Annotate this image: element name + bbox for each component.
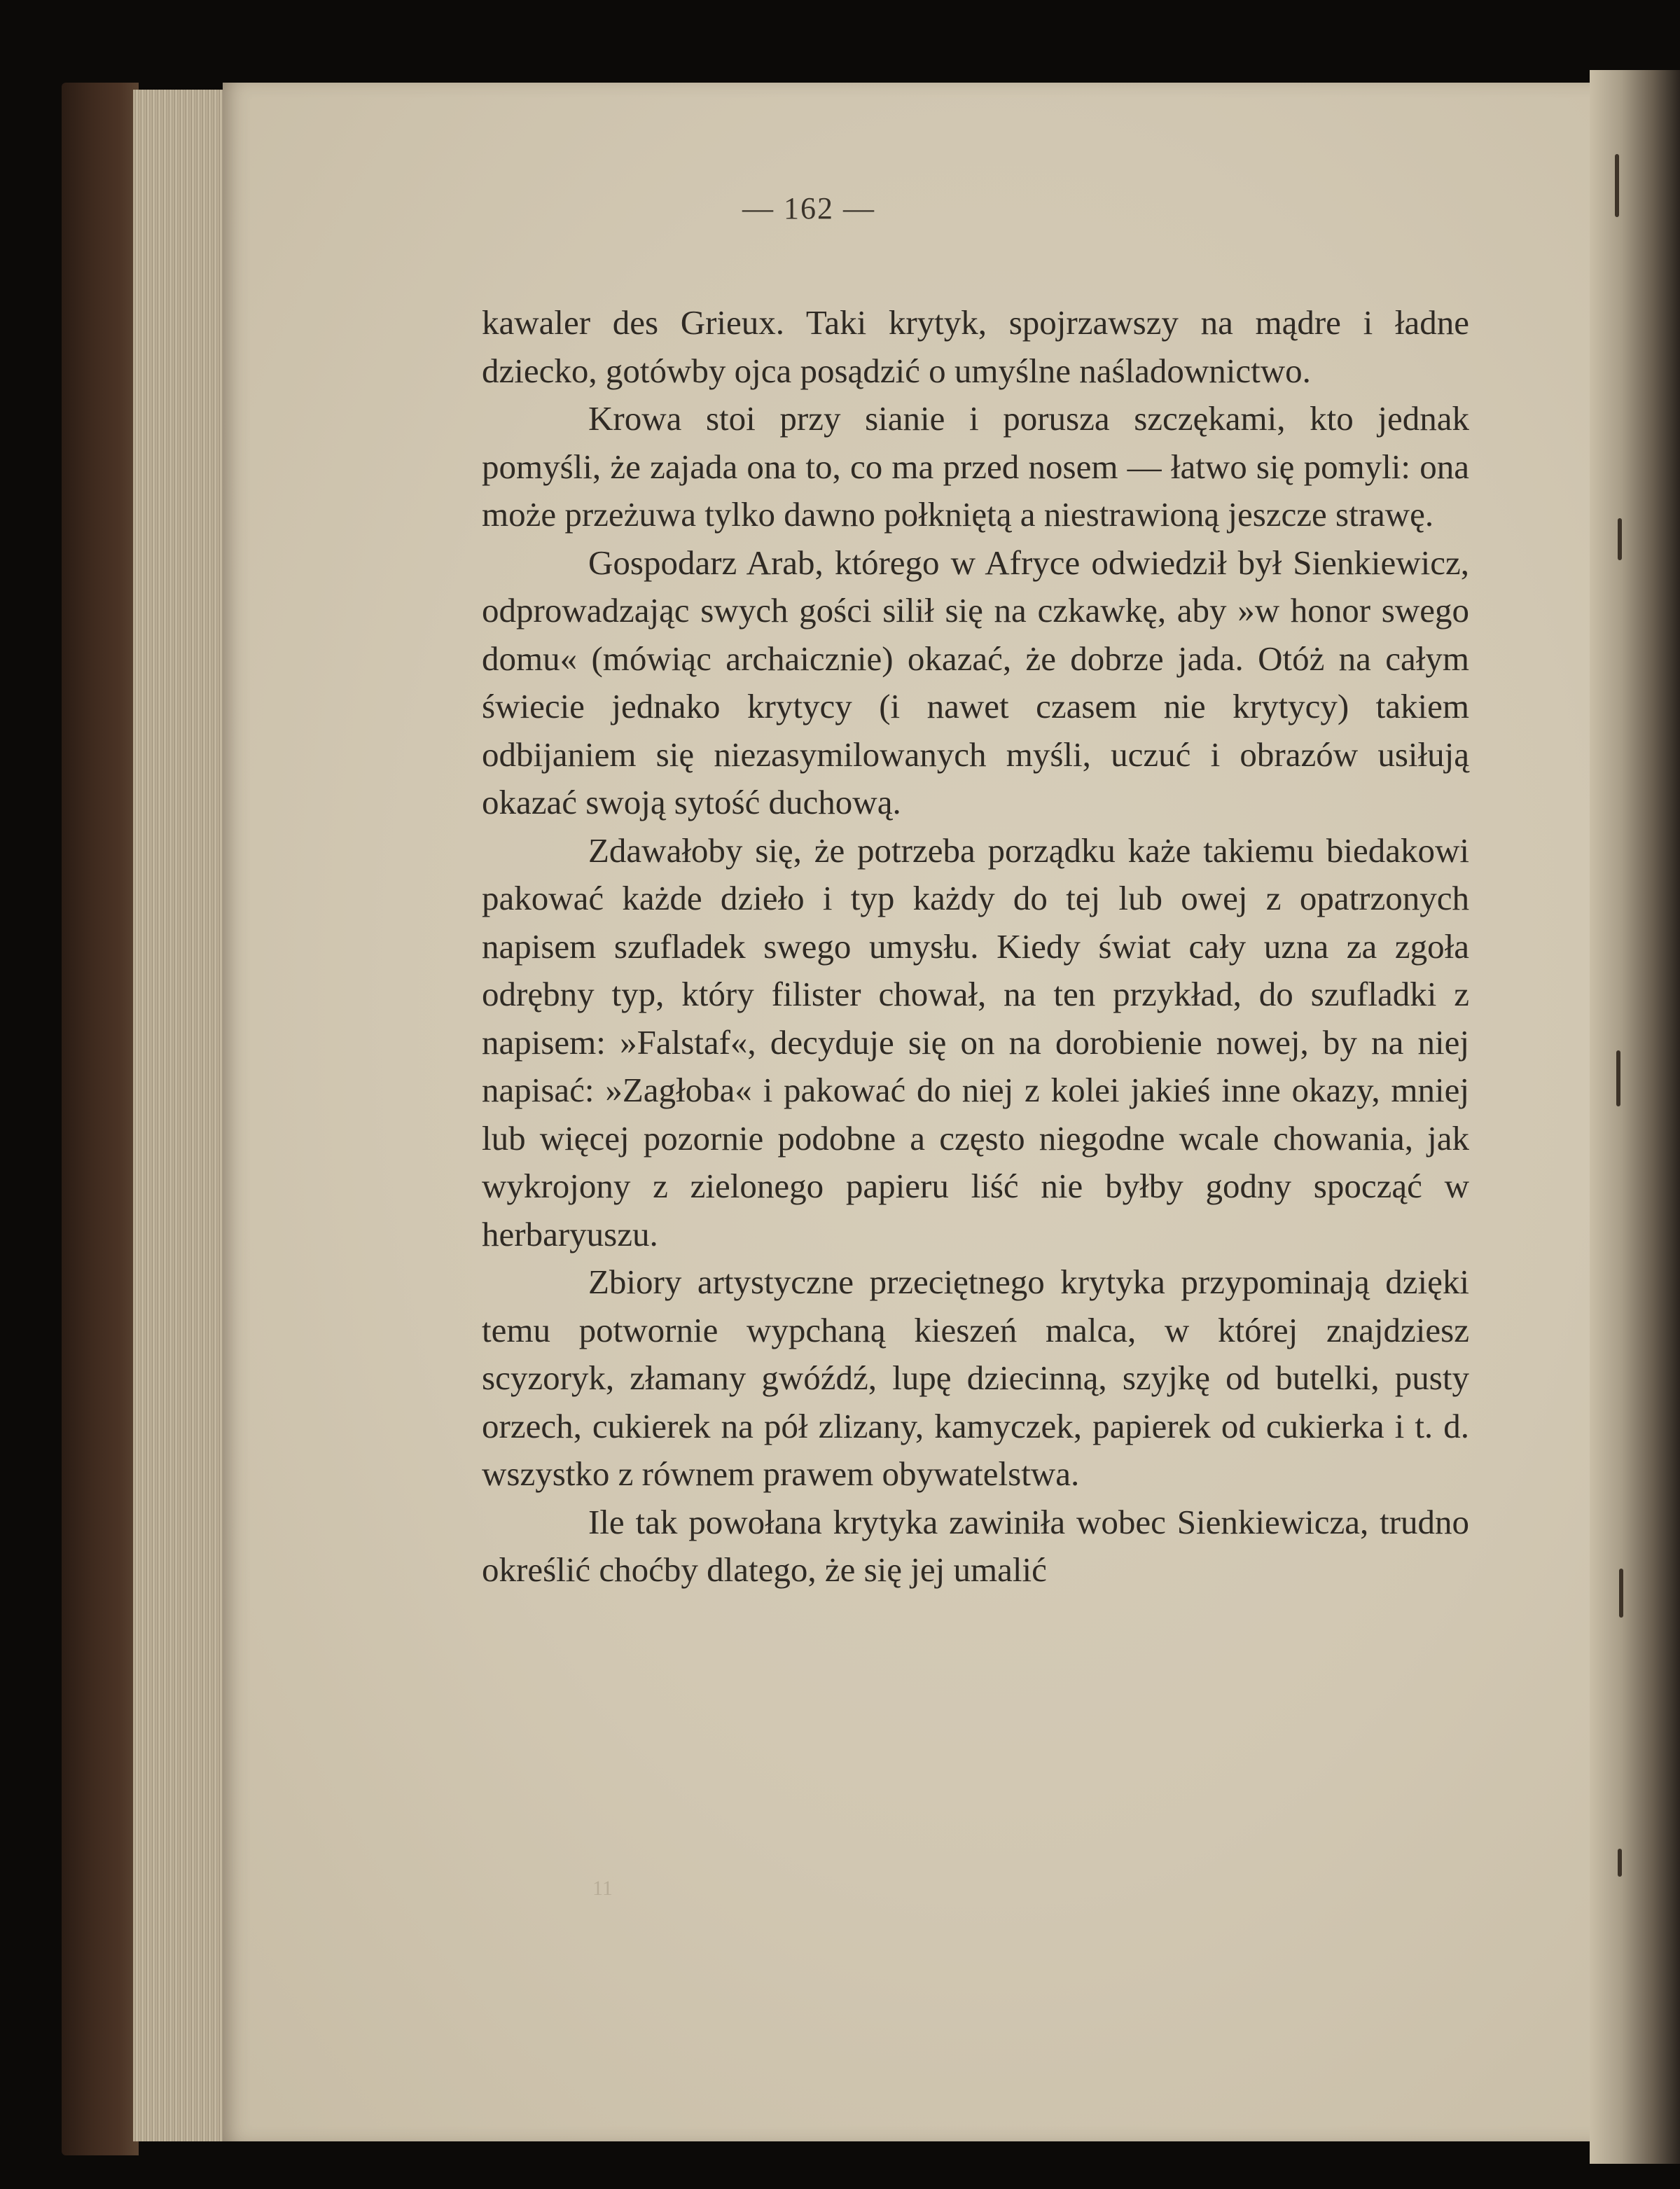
gutter-mark xyxy=(1618,1849,1622,1877)
paragraph: Krowa stoi przy sianie i porusza szczękami, kto jednak pomyśli, że zajada ona to, co ma przed nosem — łatwo się pomyli: ona może przeżuwa tylko dawno połkniętą a niestrawioną jeszcze strawę. xyxy=(482,399,1469,534)
gutter-mark xyxy=(1619,1569,1623,1618)
paragraph: kawaler des Grieux. Taki krytyk, spojrzawszy na mądre i ładne dziecko, gotówby ojca posądzić o umyślne naśladownictwo. xyxy=(482,303,1469,390)
paragraph: Zbiory artystyczne przeciętnego krytyka przypominają dzięki temu potwornie wypchaną kieszeń malca, w której znajdziesz scyzoryk, złamany gwóźdź, lupę dziecinną, szyjkę od butelki, pusty orzech, cukierek na pół zlizany, kamyczek, papierek od cukierka i t. d. wszystko z równem prawem obywatelstwa. xyxy=(482,1263,1469,1493)
book-cover-edge xyxy=(62,83,139,2155)
page-number: — 162 — xyxy=(742,191,875,225)
paragraph: Zdawałoby się, że potrzeba porządku każe takiemu biedakowi pakować każde dzieło i typ każdy do tej lub owej z opatrzonych napisem szufladek swego umysłu. Kiedy świat cały uzna za zgoła odrębny typ, który filister chował, na ten przykład, do szufladki z napisem: »Falstaf«, decyduje się on na dorobienie nowej, by na niej napisać: »Zagłoba« i pakować do niej z kolei jakieś inne okazy, mniej lub więcej pozornie podobne a często niegodne wcale chowania, jak wykrojony z zielonego papieru liść nie byłby godny spocząć w herbaryuszu. xyxy=(482,831,1469,1253)
gutter-mark xyxy=(1618,518,1622,560)
book-gutter xyxy=(1590,70,1680,2164)
paragraph: Ile tak powołana krytyka zawiniła wobec Sienkiewicza, trudno określić choćby dlatego, że się jej umalić xyxy=(482,1502,1469,1589)
gutter-mark xyxy=(1616,1050,1620,1106)
signature-mark: 11 xyxy=(592,1877,613,1900)
body-text xyxy=(482,299,1469,1594)
gutter-mark xyxy=(1615,154,1619,217)
paragraph: Gospodarz Arab, którego w Afryce odwiedził był Sienkiewicz, odprowadzając swych gości silił się na czkawkę, aby »w honor swego domu« (mówiąc archaicznie) okazać, że dobrze jada. Otóż na całym świecie jednako krytycy (i nawet czasem nie krytycy) takiem odbijaniem się niezasymilowanych myśli, uczuć i obrazów usiłują okazać swoją sytość duchową. xyxy=(482,543,1469,821)
